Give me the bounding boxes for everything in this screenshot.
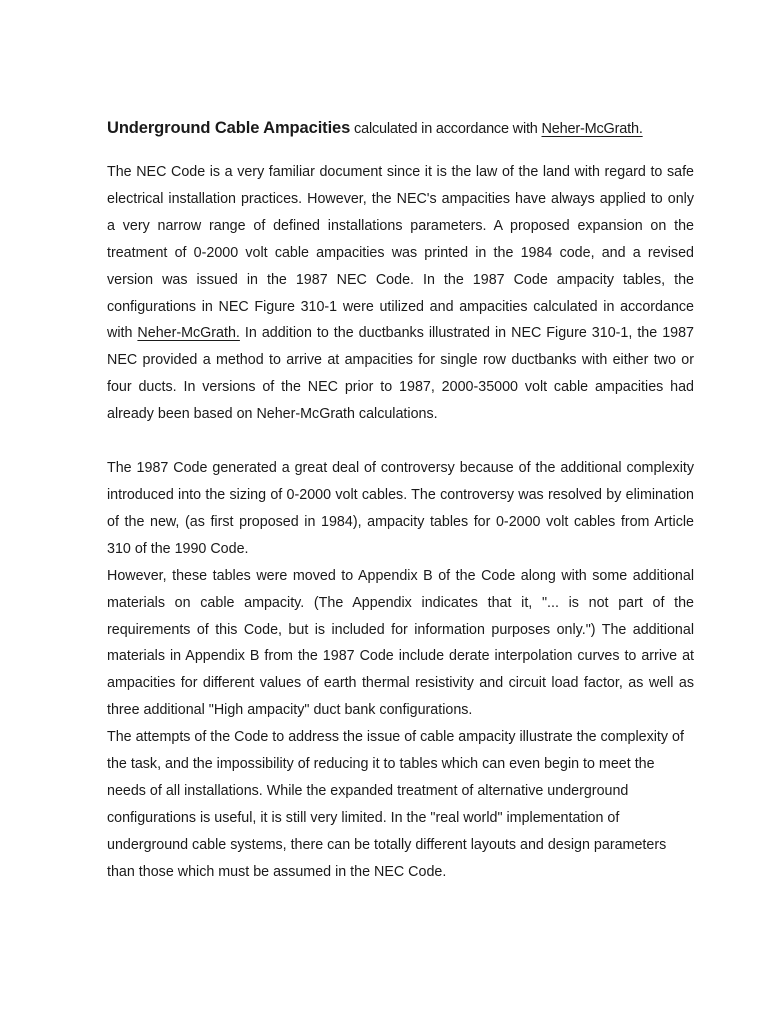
paragraph-appendix-b: However, these tables were moved to Appendix B of the Code along with some additional materials on cable ampacity. (The Appendix indicates that it, "... is not part of the requirements of this Code, but is included for information purposes only.") The additional materials in Appendix B from the 1987 Code include derate interpolation curves to arrive at ampacities for different values of earth thermal resistivity and circuit load factor, as well as three additional "High ampacity" duct bank configurations.: [107, 567, 694, 719]
title-subtitle: calculated in accordance with: [350, 121, 542, 137]
document-page: [107, 116, 694, 886]
paragraph-nec-code-intro: [107, 159, 694, 428]
paragraph-text: In addition to the ductbanks illustrated in NEC Figure 310-1, the 1987 NEC provided a method to arrive at ampacities for single row ductbanks with either two or four ducts. In versions of the NEC prior to 1987, 2000-35000 volt cable ampacities had already been based on Neher-McGrath calculations.: [107, 325, 694, 423]
paragraph-code-attempts: The attempts of the Code to address the issue of cable ampacity illustrate the complexity of the task, and the impossibility of reducing it to tables which can even begin to meet the needs of all installations. While the expanded treatment of alternative underground configurations is useful, it is still very limited. In the "real world" implementation of underground cable systems, there can be totally different layouts and design parameters than those which must be assumed in the NEC Code.: [107, 729, 684, 880]
title-neher-mcgrath-link[interactable]: Neher-McGrath.: [541, 121, 643, 137]
paragraph-spacer: [107, 428, 694, 455]
neher-mcgrath-link[interactable]: Neher-McGrath.: [137, 325, 240, 342]
title-main: Underground Cable Ampacities: [107, 119, 351, 137]
paragraph-1987-controversy: The 1987 Code generated a great deal of controversy because of the additional complexity introduced into the sizing of 0-2000 volt cables. The controversy was resolved by elimination of the new, (as first proposed in 1984), ampacity tables for 0-2000 volt cables from Article 310 of the 1990 Code.: [107, 460, 694, 557]
page-title: [107, 116, 694, 141]
paragraph-text: The NEC Code is a very familiar document since it is the law of the land with regard to safe electrical installation practices. However, the NEC's ampacities have always applied to only a very narrow range of defined installations parameters. A proposed expansion on the treatment of 0-2000 volt cable ampacities was printed in the 1984 code, and a revised version was issued in the 1987 NEC Code. In the 1987 Code ampacity tables, the configurations in NEC Figure 310-1 were utilized and ampacities calculated in accordance with: [107, 164, 694, 342]
